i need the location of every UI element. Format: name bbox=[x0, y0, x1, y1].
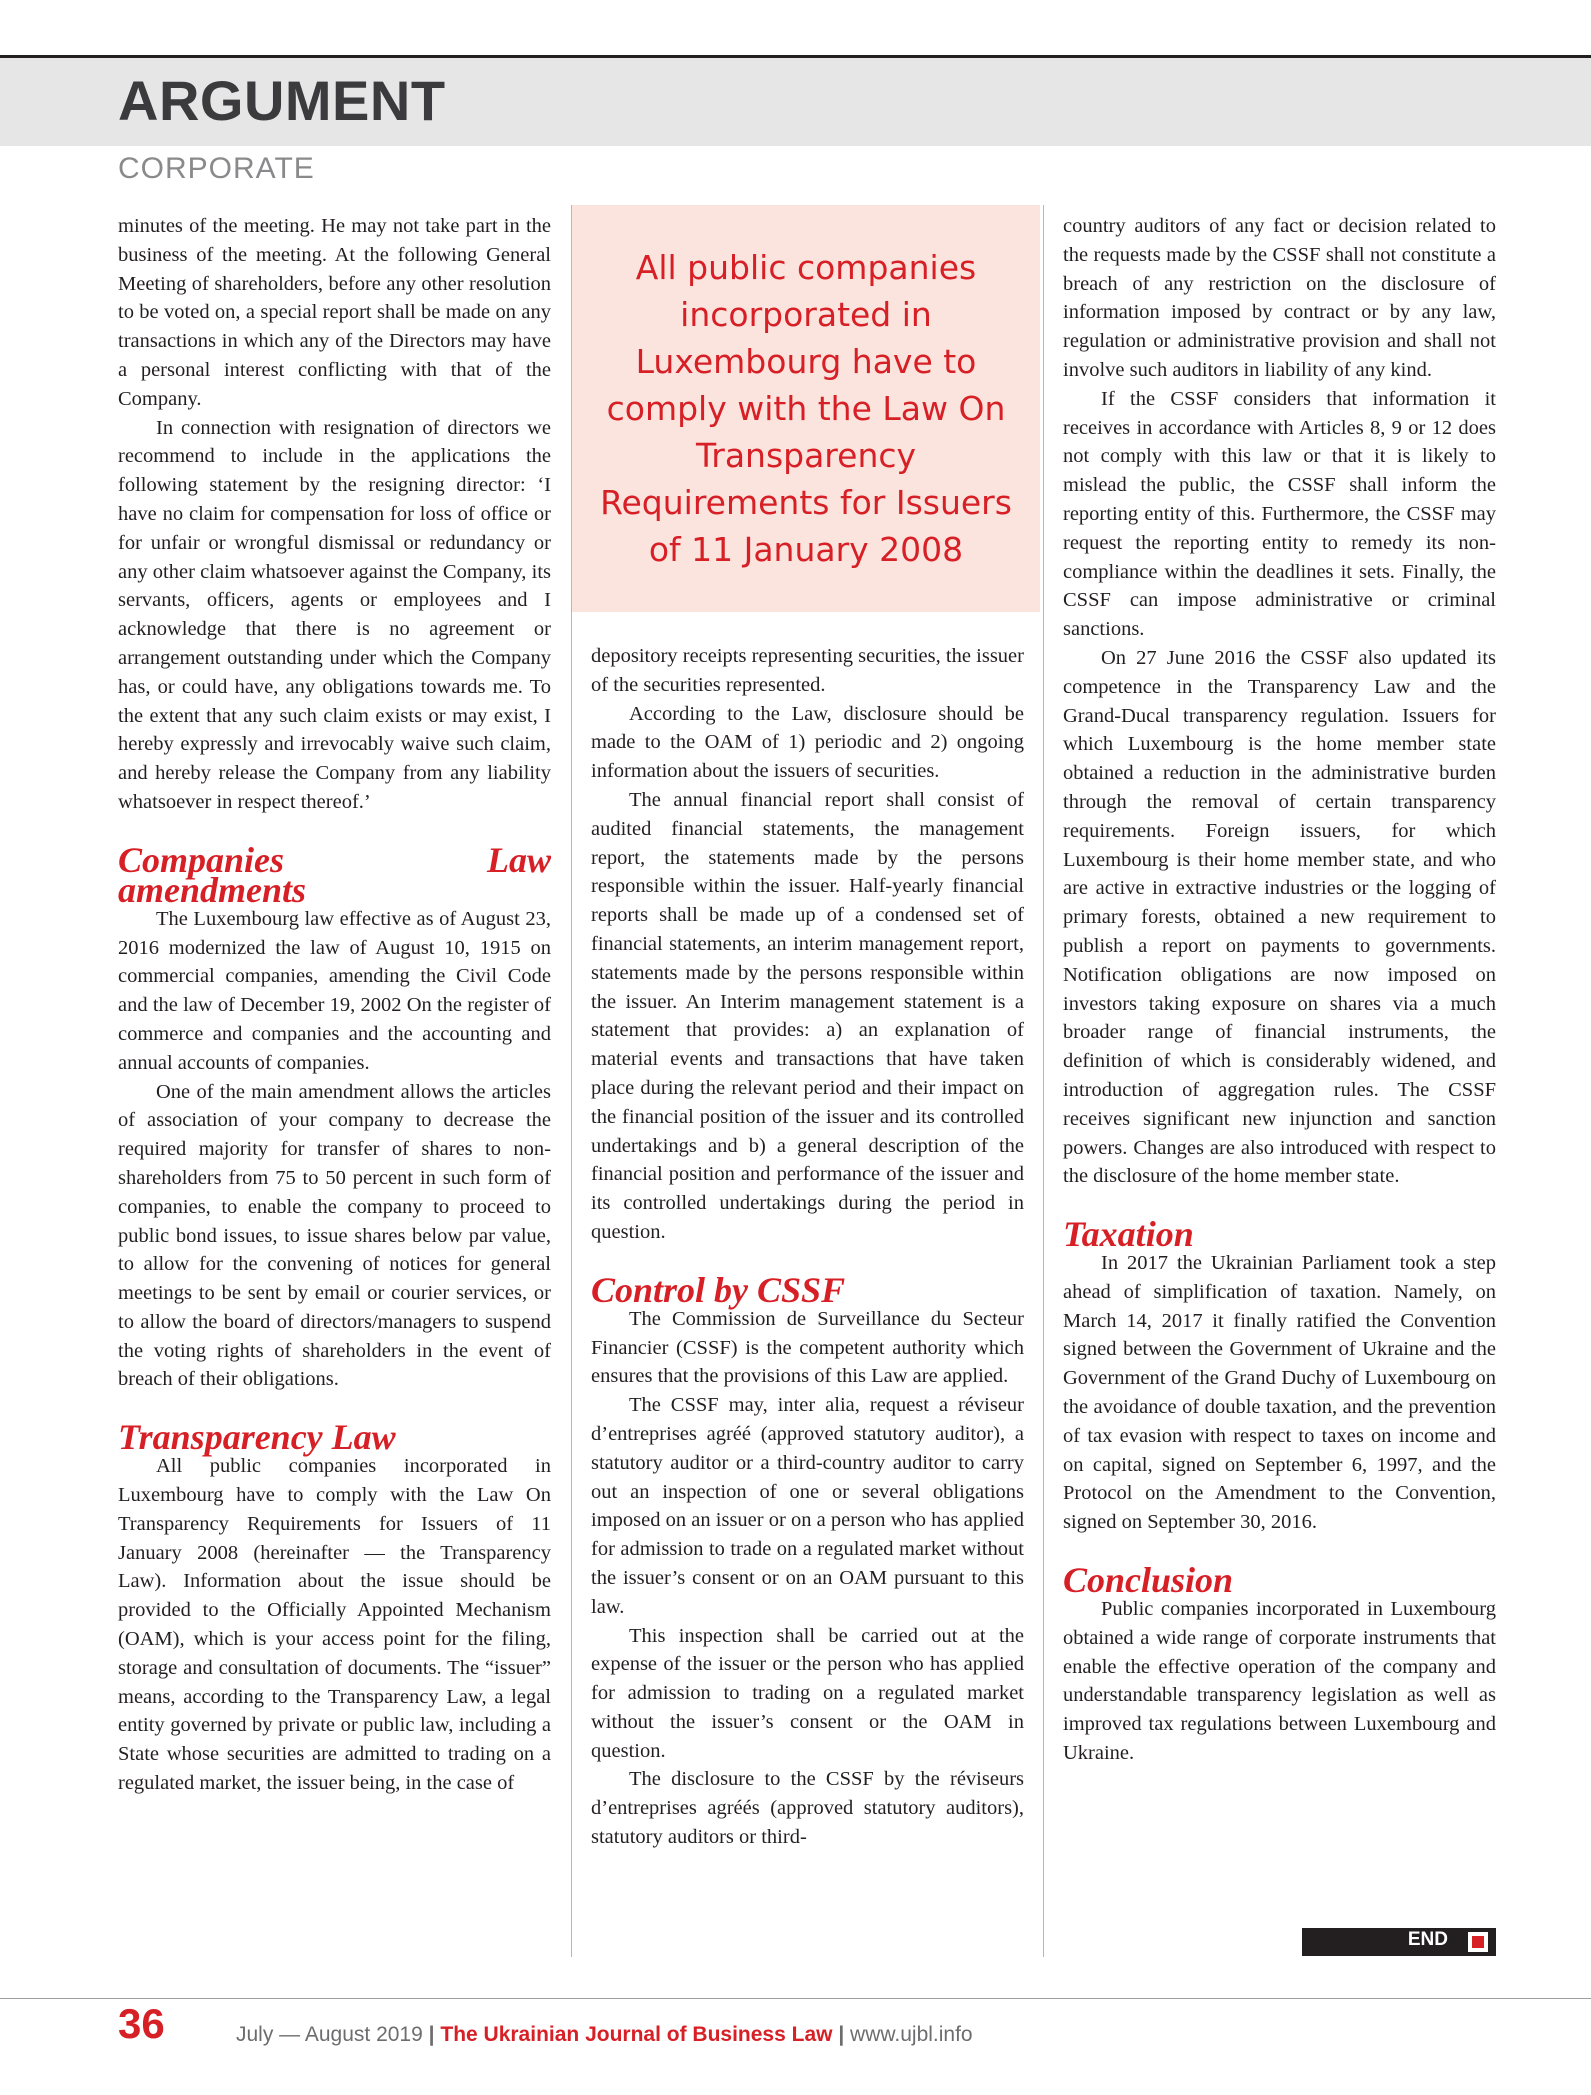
paragraph: depository receipts representing securities, the issuer of the securities represented. bbox=[591, 645, 1024, 696]
heading-transparency-law: Transparency Law bbox=[118, 1417, 396, 1458]
paragraph: If the CSSF considers that information it receives in accordance with Articles 8, 9 or 12 does not comply with this law or that it is likely to mislead the public, the CSSF shall inform the reporting entity of this. Furthermore, the CSSF may request the reporting entity to remedy its non-compliance within the deadlines it sets. Finally, the CSSF can impose administrative or criminal sanctions. bbox=[1063, 387, 1496, 641]
paragraph: One of the main amendment allows the articles of association of your company to decrease the required majority for transfer of shares to non-shareholders from 75 to 50 percent in such form of companies, to enable the company to proceed to public bond issues, to issue shares below par value, to allow for the convening of notices for general meetings to be sent by email or courier services, or to allow the board of directors/managers to suspend the voting rights of shareholders in the event of breach of their obligations. bbox=[118, 1080, 551, 1391]
end-marker bbox=[1302, 1928, 1496, 1956]
footer-separator: | bbox=[428, 2023, 435, 2046]
article-column-2 bbox=[591, 642, 1024, 1852]
footer-line bbox=[236, 2023, 973, 2047]
section-title: ARGUMENT bbox=[118, 69, 446, 132]
subsection-label: CORPORATE bbox=[118, 152, 315, 185]
pull-quote: All public companies incorporated in Luxembourg have to comply with the Law On Transparency Requirements for Issuers of 11 January 2008 bbox=[600, 248, 1012, 569]
paragraph: In connection with resignation of directors we recommend to include in the applications the following statement by the resigning director: ‘I have no claim for compensation for loss of office or for unfair or wrongful dismissal or redundancy or any other claim whatsoever against the Company, its servants, officers, agents or employees and I acknowledge that there is no agreement or arrangement outstanding under which the Company has, or could have, any obligations towards me. To the extent that any such claim exists or may exist, I hereby expressly and irrevocably waive such claim, and hereby release the Company from any liability whatsoever in respect thereof.’ bbox=[118, 416, 551, 813]
paragraph: The annual financial report shall consist of audited financial statements, the management report, the statements made by the persons responsible within the issuer. Half-yearly financial reports shall be made up of a condensed set of financial statements, an interim management report, statements made by the persons responsible within the issuer. An Interim management statement is a statement that provides: a) an explanation of material events and transactions that have taken place during the relevant period and their impact on the financial position of the issuer and its controlled undertakings and b) a general description of the financial position and performance of the issuer and its controlled undertakings during the period in question. bbox=[591, 788, 1024, 1243]
heading-control-by-cssf: Control by CSSF bbox=[591, 1269, 846, 1310]
paragraph: All public companies incorporated in Luxembourg have to comply with the Law On Transparency Requirements for Issuers of 11 January 2008 (hereinafter — the Transparency Law). Information about the issue should be provided to the Officially Appointed Mechanism (OAM), which is your access point for the filing, storage and consultation of documents. The “issuer” means, according to the Transparency Law, a legal entity governed by private or public law, including a State whose securities are admitted to trading on a regulated market, the issuer being, in the case of bbox=[118, 1455, 551, 1795]
heading-taxation: Taxation bbox=[1063, 1214, 1194, 1255]
journal-title: The Ukrainian Journal of Business Law bbox=[440, 2023, 833, 2046]
paragraph: Public companies incorporated in Luxembourg obtained a wide range of corporate instruments that enable the effective operation of the company and understandable transparency legislation as well as improved tax regulations between Luxembourg and Ukraine. bbox=[1063, 1598, 1496, 1765]
heading-companies-law-amendments: Companies Law amendments bbox=[118, 839, 551, 910]
paragraph: The CSSF may, inter alia, request a réviseur d’entreprises agréé (approved statutory auditor), a statutory auditor or a third-country auditor to carry out an inspection of one or several obligations imposed on an issuer or on a person who has applied for admission to trade on a regulated market without the issuer’s consent or on an OAM pursuant to this law. bbox=[591, 1394, 1024, 1618]
paragraph: This inspection shall be carried out at the expense of the issuer or the person who has applied for admission to trading on a regulated market without the issuer’s consent or the OAM in question. bbox=[591, 1624, 1024, 1762]
website-link[interactable]: www.ujbl.info bbox=[850, 2023, 973, 2046]
paragraph: On 27 June 2016 the CSSF also updated its competence in the Transparency Law and the Grand-Ducal transparency regulation. Issuers for which Luxembourg is the home member state obtained a reduction in the administrative burden through the removal of certain transparency requirements. Foreign issuers, for which Luxembourg is their home member state, and who are active in extractive industries or the logging of primary forests, obtained a new requirement to publish a report on payments to governments. Notification obligations are now imposed on investors taking exposure on shares via a much broader range of financial instruments, the definition of which is considerably widened, and introduction of aggregation rules. The CSSF receives significant new injunction and sanction powers. Changes are also introduced with respect to the disclosure of the home member state. bbox=[1063, 646, 1496, 1188]
paragraph: country auditors of any fact or decision related to the requests made by the CSSF shall not constitute a breach of any restriction on the disclosure of information imposed by contract or by any law, regulation or administrative provision and shall not involve such auditors in liability of any kind. bbox=[1063, 215, 1496, 381]
heading-conclusion: Conclusion bbox=[1063, 1560, 1234, 1601]
article-column-3 bbox=[1063, 212, 1496, 1768]
paragraph: The Luxembourg law effective as of August 23, 2016 modernized the law of August 10, 1915 on commercial companies, amending the Civil Code and the law of December 19, 2002 On the register of commerce and companies and the accounting and annual accounts of companies. bbox=[118, 907, 551, 1074]
footer-separator: | bbox=[838, 2023, 845, 2046]
paragraph: According to the Law, disclosure should be made to the OAM of 1) periodic and 2) ongoing information about the issuers of securities. bbox=[591, 702, 1024, 783]
end-label: END bbox=[1407, 1929, 1448, 1950]
issue-date: July — August 2019 bbox=[236, 2023, 423, 2046]
footer-rule bbox=[0, 1998, 1591, 1999]
column-divider bbox=[1043, 205, 1044, 1957]
paragraph: In 2017 the Ukrainian Parliament took a step ahead of simplification of taxation. Namely, on March 14, 2017 it finally ratified the Convention signed between the Government of Ukraine and the Government of the Grand Duchy of Luxembourg on the avoidance of double taxation, and the prevention of tax evasion with respect to taxes on income and on capital, signed on September 6, 1997, and the Protocol on the Amendment to the Convention, signed on September 30, 2016. bbox=[1063, 1252, 1496, 1534]
paragraph: The Commission de Surveillance du Secteur Financier (CSSF) is the competent authority which ensures that the provisions of this Law are applied. bbox=[591, 1307, 1024, 1388]
paragraph: The disclosure to the CSSF by the réviseurs d’entreprises agréés (approved statutory auditors), statutory auditors or third- bbox=[591, 1768, 1024, 1849]
article-column-1 bbox=[118, 212, 551, 1798]
end-square-icon bbox=[1468, 1932, 1488, 1952]
page-number: 36 bbox=[118, 2000, 165, 2047]
paragraph: minutes of the meeting. He may not take part in the business of the meeting. At the following General Meeting of shareholders, before any other resolution to be voted on, a special report shall be made on any transactions in which any of the Directors may have a personal interest conflicting with that of the Company. bbox=[118, 215, 551, 410]
